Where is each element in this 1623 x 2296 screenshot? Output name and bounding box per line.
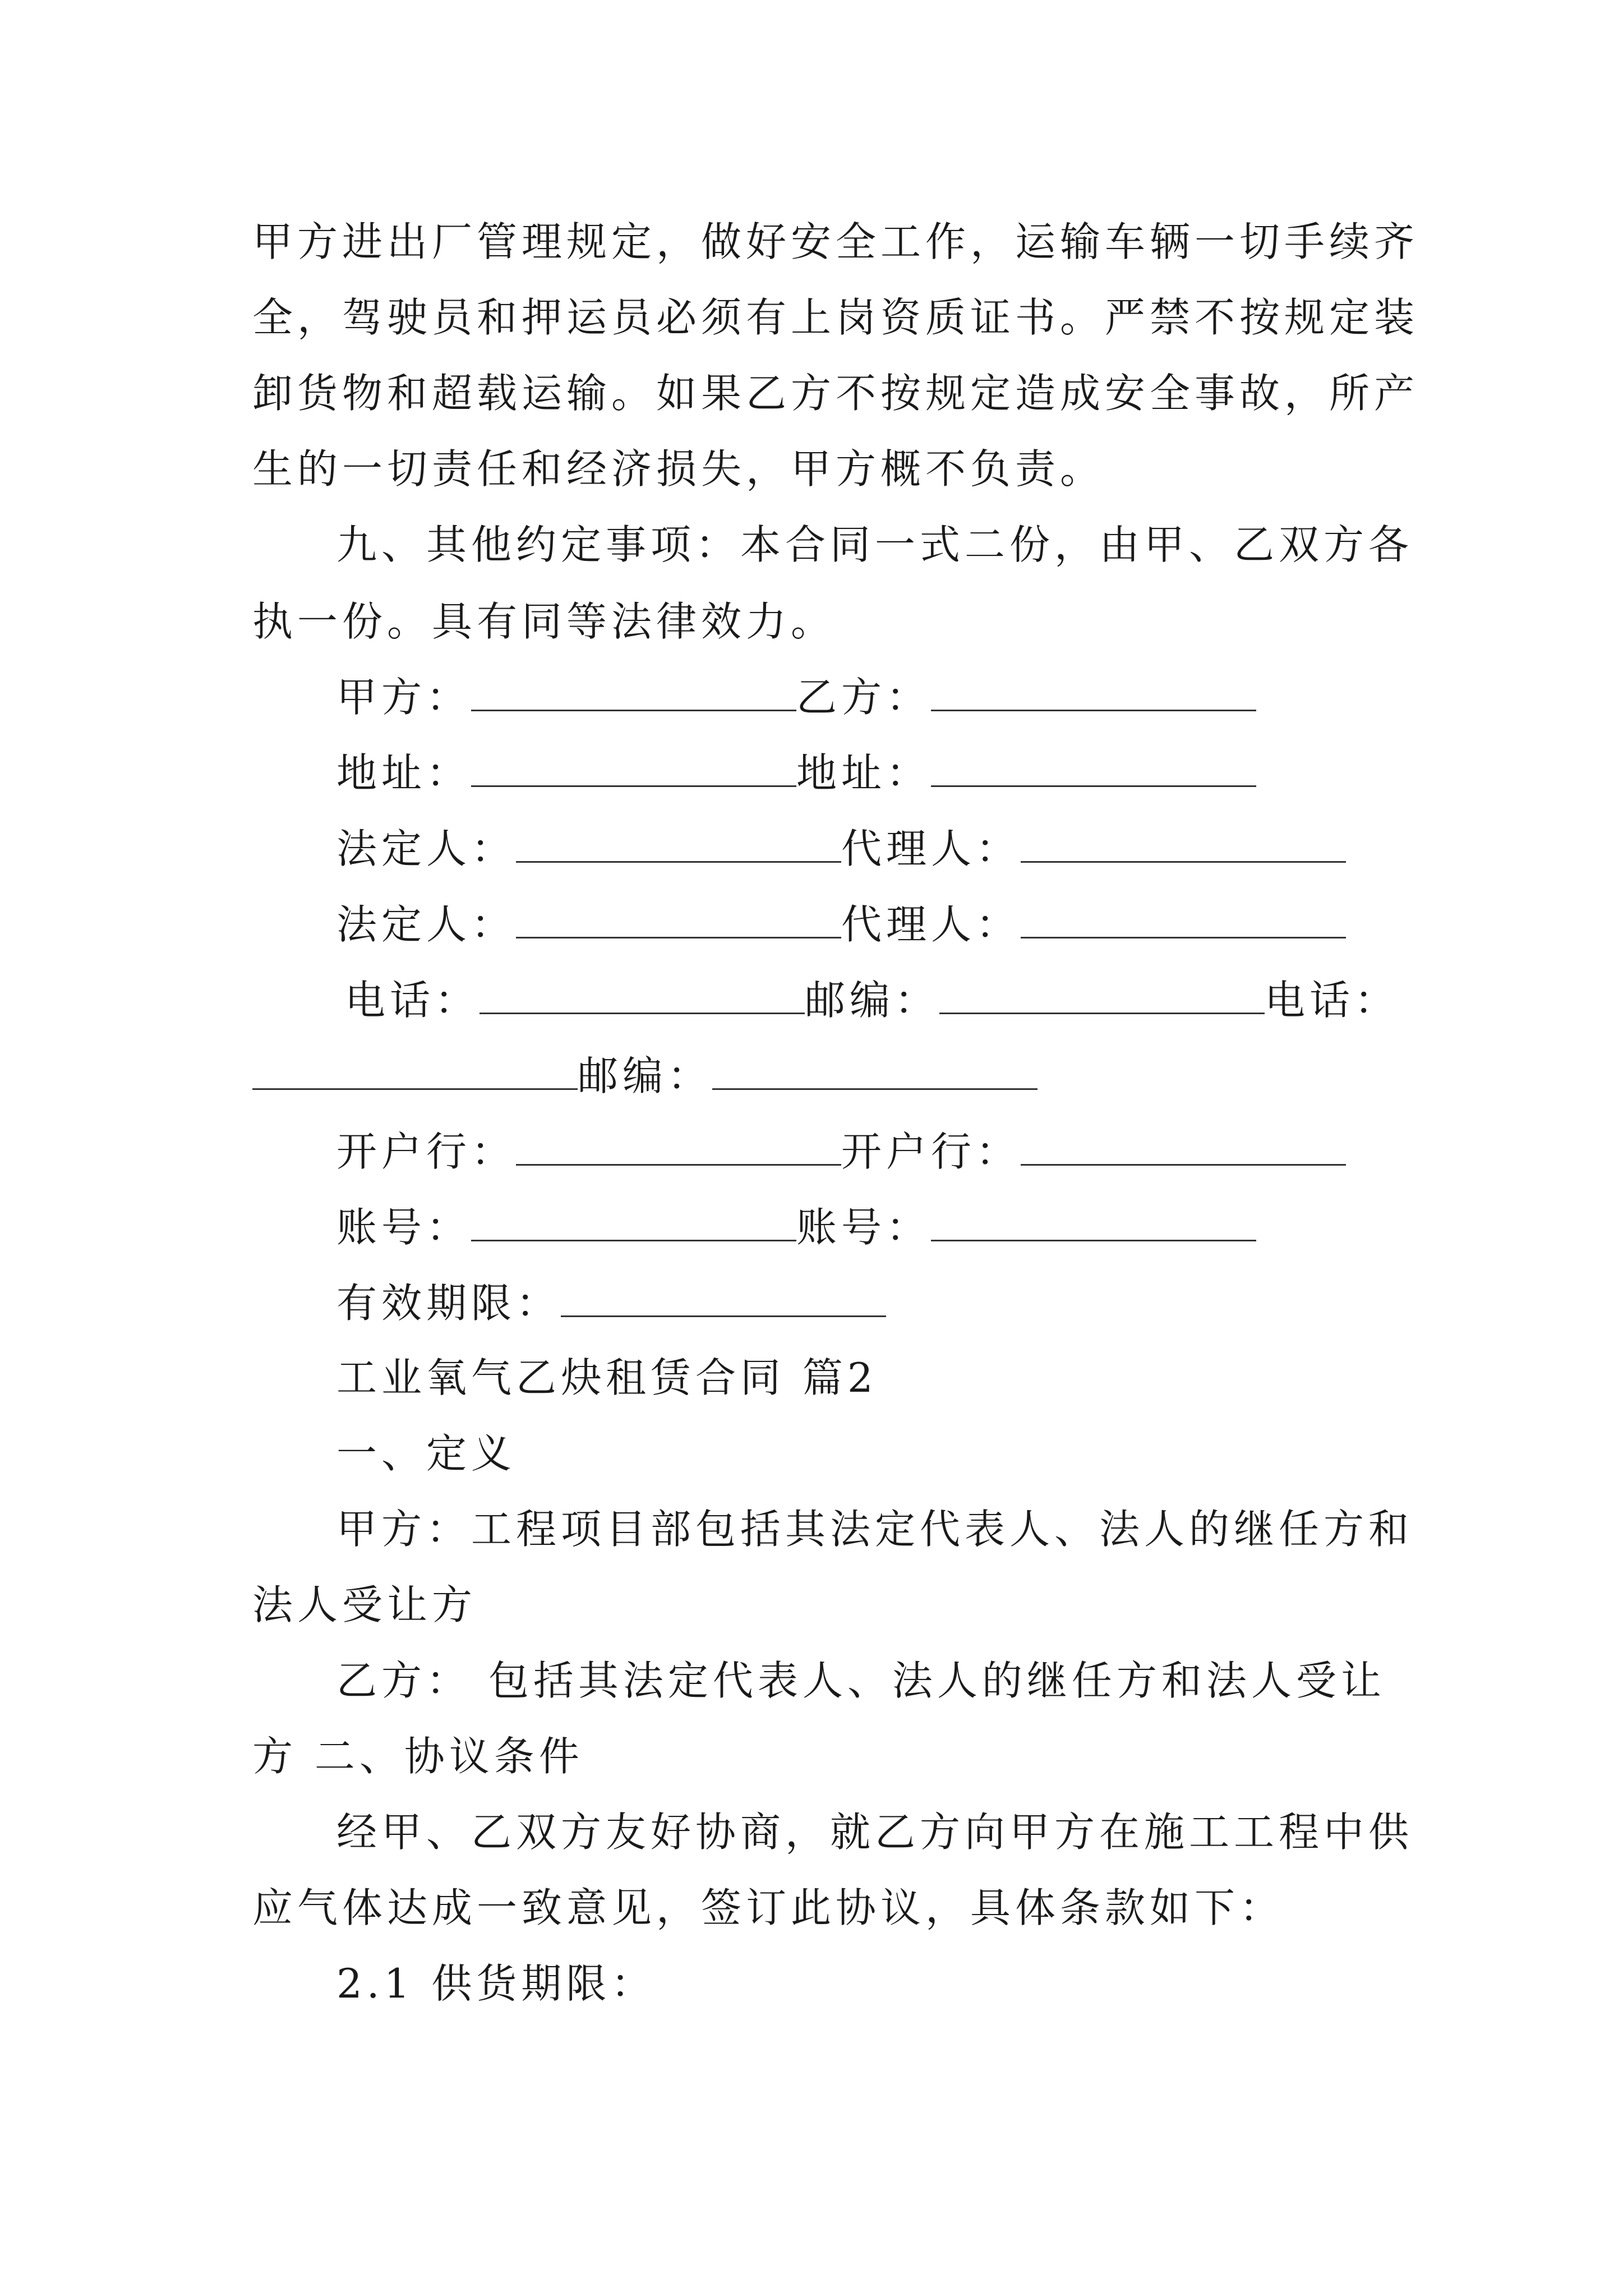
legal-rep-label: 法定人： [336,901,517,948]
bank-b-blank[interactable] [1021,1130,1346,1166]
signature-row-account [336,1204,1256,1251]
account-a-blank[interactable] [471,1206,796,1241]
address-b-blank[interactable] [931,752,1256,787]
section-title: 工业氧气乙炔租赁合同 篇2 [336,1354,878,1401]
body-text-line: 方 二、协议条件 [252,1733,584,1780]
party-b-label: 乙方： [796,674,932,721]
legal-rep-blank[interactable] [516,827,841,863]
bank-a-label: 开户行： [336,1128,517,1175]
signature-row-phone [345,977,1400,1024]
body-text-line: 应气体达成一致意见，签订此协议，具体条款如下： [252,1884,1285,1931]
body-text-line: 全，驾驶员和押运员必须有上岗资质证书。严禁不按规定装 [252,294,1419,341]
address-a-blank[interactable] [471,752,796,787]
agent-label: 代理人： [841,901,1021,948]
party-a-blank[interactable] [471,676,796,711]
body-text-line: 生的一切责任和经济损失，甲方概不负责。 [252,445,1105,493]
body-text-line: 甲方：工程项目部包括其法定代表人、法人的继任方和 [336,1506,1414,1553]
phone-b-blank[interactable] [252,1055,578,1090]
body-text-line: 九、其他约定事项：本合同一式二份，由甲、乙双方各 [336,521,1414,568]
validity-label: 有效期限： [336,1280,561,1327]
body-text-line: 执一份。具有同等法律效力。 [252,598,836,645]
legal-rep-label: 法定人： [336,825,517,872]
signature-row-legal-rep [336,825,1346,872]
agent-label: 代理人： [841,825,1021,872]
address-b-label: 地址： [796,749,932,797]
phone-a-blank[interactable] [479,979,805,1014]
postcode-b-blank[interactable] [712,1055,1038,1090]
body-text-line: 经甲、乙双方友好协商，就乙方向甲方在施工工程中供 [336,1809,1414,1856]
signature-row-legal-rep [336,901,1346,948]
bank-a-blank[interactable] [516,1130,841,1166]
postcode-a-label: 邮编： [805,977,940,1024]
signature-row-validity [336,1280,886,1327]
legal-rep-blank[interactable] [516,903,841,938]
party-a-label: 甲方： [336,674,472,721]
signature-row-bank [336,1128,1346,1175]
account-b-blank[interactable] [931,1206,1256,1241]
agent-blank[interactable] [1021,903,1346,938]
phone-b-label: 电话： [1265,977,1400,1024]
signature-row-phone-cont [252,1052,1038,1099]
postcode-b-label: 邮编： [578,1052,713,1099]
signature-row-address [336,749,1256,797]
address-a-label: 地址： [336,749,472,797]
account-b-label: 账号： [796,1204,932,1251]
body-text-line: 甲方进出厂管理规定，做好安全工作，运输车辆一切手续齐 [252,218,1419,265]
phone-a-label: 电话： [345,977,480,1024]
signature-row-party [336,674,1256,721]
postcode-a-blank[interactable] [939,979,1265,1014]
party-b-blank[interactable] [931,676,1256,711]
body-text-line: 乙方： 包括其法定代表人、法人的继任方和法人受让 [336,1657,1386,1704]
body-text-line: 法人受让方 [252,1581,477,1628]
agent-blank[interactable] [1021,827,1346,863]
body-text-line: 2.1 供货期限： [336,1960,656,2007]
account-a-label: 账号： [336,1204,472,1251]
validity-blank[interactable] [561,1282,886,1317]
section-heading: 一、定义 [336,1430,517,1477]
body-text-line: 卸货物和超载运输。如果乙方不按规定造成安全事故，所产 [252,370,1419,417]
bank-b-label: 开户行： [841,1128,1021,1175]
